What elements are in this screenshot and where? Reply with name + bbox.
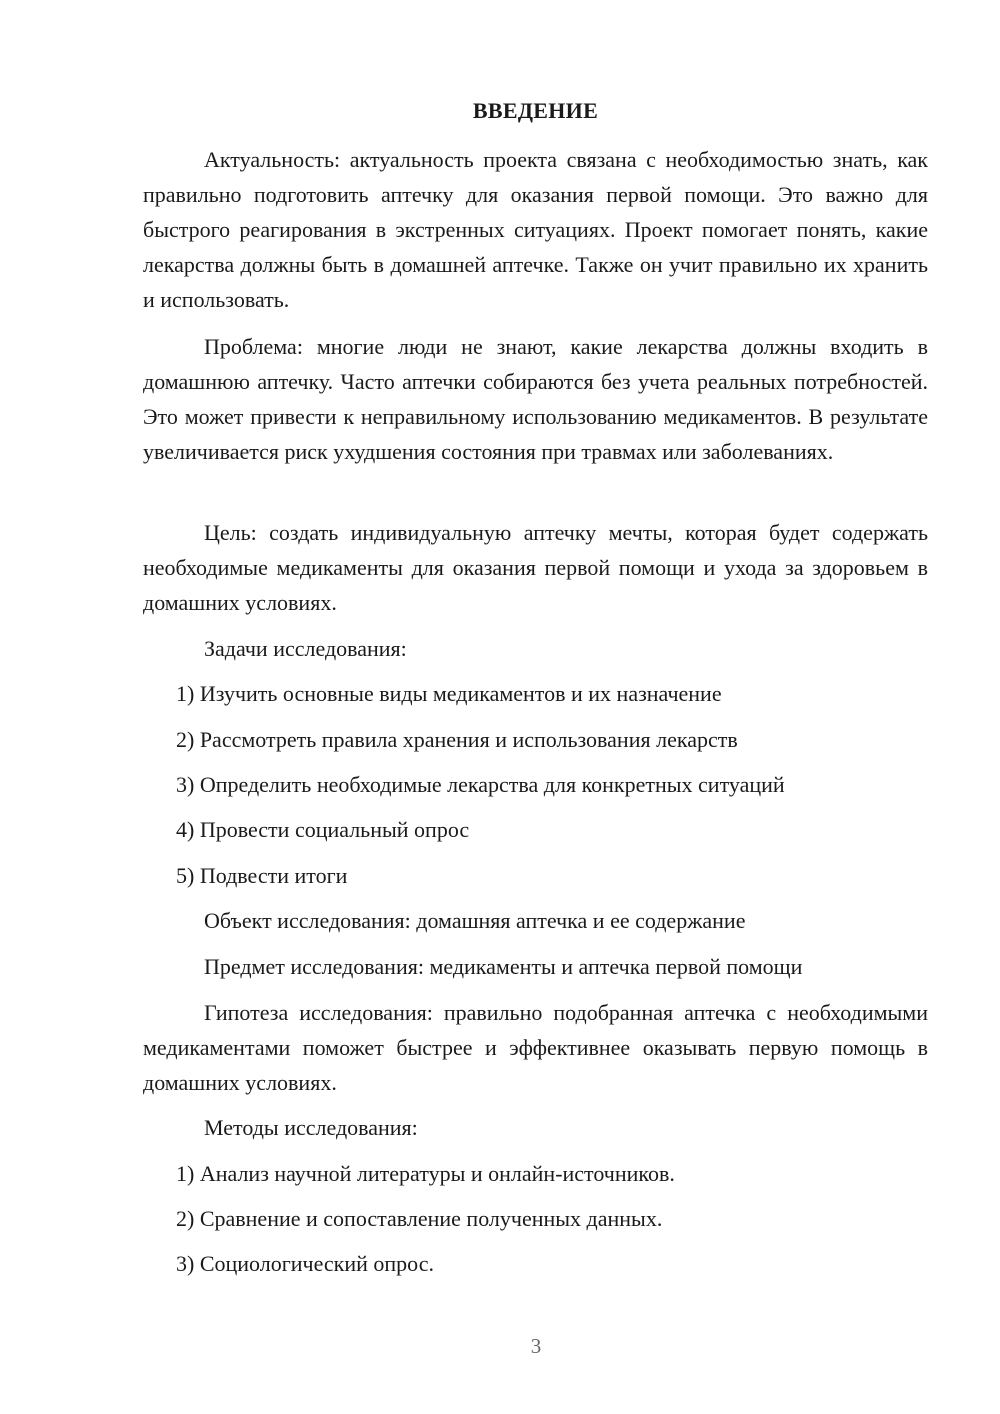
task-item: 1) Изучить основные виды медикаментов и их назначение: [176, 681, 722, 706]
subject-line: Предмет исследования: медикаменты и аптечка первой помощи: [204, 954, 803, 979]
task-item: 5) Подвести итоги: [176, 863, 348, 888]
object-line: Объект исследования: домашняя аптечка и ее содержание: [204, 908, 746, 933]
task-item: 2) Рассмотреть правила хранения и использования лекарств: [176, 727, 738, 752]
tasks-heading: Задачи исследования:: [204, 636, 407, 661]
hypothesis-paragraph: Гипотеза исследования: правильно подобранная аптечка с необходимыми медикаментами поможет быстрее и эффективнее оказывать первую помощь в домашних условиях.: [143, 1000, 928, 1095]
section-title: ВВЕДЕНИЕ: [472, 98, 599, 123]
relevance-paragraph: Актуальность: актуальность проекта связана с необходимостью знать, как правильно подготовить аптечку для оказания первой помощи. Это важно для быстрого реагирования в экстренных ситуациях. Проект помогает понять, какие лекарства должны быть в домашней аптечке. Также он учит правильно их хранить и использовать.: [143, 147, 928, 312]
task-item: 4) Провести социальный опрос: [176, 817, 470, 842]
page-number: 3: [530, 1334, 542, 1358]
problem-paragraph: Проблема: многие люди не знают, какие лекарства должны входить в домашнюю аптечку. Часто аптечки собираются без учета реальных потребностей. Это может привести к неправильному использованию медикаментов. В результате увеличивается риск ухудшения состояния при травмах или заболеваниях.: [143, 334, 928, 464]
goal-paragraph: Цель: создать индивидуальную аптечку мечты, которая будет содержать необходимые медикаменты для оказания первой помощи и ухода за здоровьем в домашних условиях.: [143, 520, 928, 615]
methods-heading: Методы исследования:: [204, 1115, 418, 1140]
method-item: 2) Сравнение и сопоставление полученных данных.: [176, 1206, 663, 1231]
task-item: 3) Определить необходимые лекарства для конкретных ситуаций: [176, 772, 785, 797]
method-item: 3) Социологический опрос.: [176, 1251, 434, 1276]
method-item: 1) Анализ научной литературы и онлайн-источников.: [176, 1161, 675, 1186]
